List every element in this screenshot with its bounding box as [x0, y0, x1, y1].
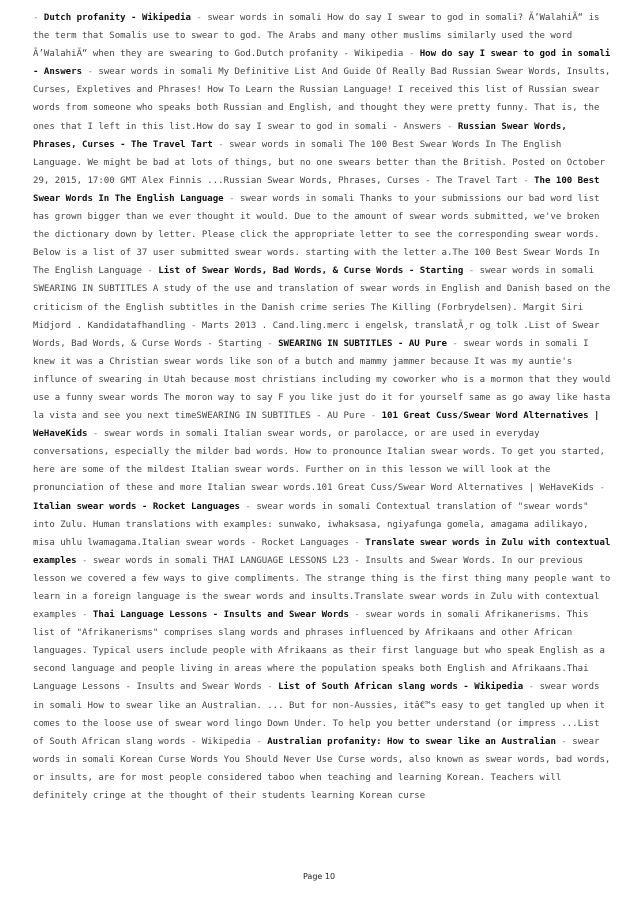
entry-separator: - [463, 266, 480, 277]
entry-separator: - [239, 501, 257, 512]
entry-snippet: swear words in somali SWEARING IN SUBTITLES A study of the use and translation of swear words in English and Danish based on the criticism of the English subtitles in the Danish crime series The Killing (Forbrydelsen). Margit Siri Midjord . Kandidatafhandling - Marts 2013 . Cand.ling.merc i engelsk, translatÃ¸r og tolk .List of Swear Words, Bad Words, & Curse Words - Starting [33, 266, 611, 349]
entry-snippet: swear words in somali I knew it was a Christian swear words like son of a butch and mammy jammer because It was my auntie's influnce of swearing in Utah because most christians including my coworker who is a mormon that they would use a funny swear words The moron way to say F you like just do it for yourself same as go away like hasta la vista and see you next timeSWEARING IN SUBTITLES - AU Pure [33, 338, 611, 422]
document-body [33, 9, 611, 805]
entry-separator: - [348, 610, 366, 621]
page-number: Page 10 [302, 872, 336, 881]
entry-title: Russian Swear Words, Phrases, Curses - The Travel Tart [33, 121, 567, 150]
entry-separator: - [250, 736, 268, 747]
entry-title: How do say I swear to god in somali - Answers [33, 49, 611, 78]
entry-separator: - [261, 682, 279, 693]
entry-separator: - [33, 13, 44, 23]
entry-snippet: swear words in somali Italian swear words, or parolacce, or are used in everyday conversations, especially the milder bad words. How to pronounce Italian swear words. To get you started, here are some of the mildest Italian swear words. Further on in this lesson we will look at the pronunciation of these and more Italian swear words.101 Great Cuss/Swear Word Alternatives | WeHaveKids [33, 429, 605, 494]
entry-separator: - [82, 67, 99, 78]
entry-separator: - [403, 49, 420, 60]
entry-snippet: swear words in somali Contextual translation of "swear words" into Zulu. Human translations with examples: sunwako, iwhaksasa, ngiyafunga gomela, amagama adilikayo, misa uhlu lwamagama.Italian swear words - Rocket Languages [33, 501, 589, 548]
entry-separator: - [87, 429, 104, 440]
entry-snippet: swear words in somali Thanks to your submissions our bad word list has grown bigger than we ever thought it would. Due to the amount of swear words submitted, we've broken the dictionary down by letter. Please click the appropriate letter to see the corresponding swear words. Below is a list of 37 user submitted swear words. starting with the letter a.The 100 Best Swear Words In The English Language [33, 193, 600, 277]
entry-separator: - [348, 537, 366, 548]
entry-snippet: swear words in somali How do say I swear to god in somali? Ã’WalahiÃ“ is the term that Somalis use to swear to god. The Arabs and many other muslims similarly used the word Ã’WalahiÃ“ when they are swearing to God.Dutch profanity - Wikipedia [33, 13, 600, 60]
entry-title: 101 Great Cuss/Swear Word Alternatives | WeHaveKids [33, 411, 600, 440]
entry-separator: - [365, 411, 382, 422]
entry-title: Translate swear words in Zulu with contextual examples [33, 537, 611, 566]
entry-title: Australian profanity: How to swear like an Australian [267, 736, 556, 747]
entry-title: List of South African slang words - Wikipedia [278, 682, 524, 693]
entry-title: Italian swear words - Rocket Languages [33, 501, 240, 512]
entry-snippet: swear words in somali How to swear like an Australian. ... But for non-Aussies, itâ€™s easy to get tangled up when it comes to the loose use of swear word lingo Down Under. To help you better understand (or impress ...List of South African slang words - Wikipedia [33, 682, 605, 747]
entry-snippet: swear words in somali THAI LANGUAGE LESSONS L23 - Insults and Swear Words. In our previous lesson we covered a few ways to give compliments. The strange thing is the first thing many people want to learn in a foreign language is the swear words and insults.Translate swear words in Zulu with contextual examples [33, 555, 611, 621]
entry-title: SWEARING IN SUBTITLES - AU Pure [278, 338, 447, 349]
page-footer [0, 872, 638, 881]
entry-separator: - [261, 338, 279, 349]
entry-separator: - [190, 13, 208, 23]
entry-snippet: swear words in somali Afrikanerisms. This list of "Afrikanerisms" comprises slang words and phrases influenced by Afrikaans and other African languages. Typical users include people with Afrikaans as their first language but who speak English as a second language and people living in areas where the population speaks both English and Afrikaans.Thai Language Lessons - Insults and Swear Words [33, 610, 605, 693]
entry-separator: - [594, 483, 605, 494]
entry-title: Dutch profanity - Wikipedia [43, 13, 191, 23]
entry-separator: - [523, 682, 540, 693]
entry-title: The 100 Best Swear Words In The English Language [33, 175, 600, 204]
entry-separator: - [446, 338, 464, 349]
entry-separator: - [517, 175, 535, 186]
entry-separator: - [76, 610, 93, 621]
entry-separator: - [76, 555, 93, 566]
entry-separator: - [212, 139, 230, 150]
entry-separator: - [555, 736, 573, 747]
entry-snippet: swear words in somali The 100 Best Swear Words In The English Language. We might be bad at lots of things, but no one swears better than the British. Posted on October 29, 2015, 17:00 GMT Alex Finnis ...Russian Swear Words, Phrases, Curses - The Travel Tart [33, 139, 605, 186]
entry-separator: - [141, 266, 159, 277]
entry-snippet: swear words in somali My Definitive List And Guide Of Really Bad Russian Swear Words, Insults, Curses, Expletives and Phrases! How To Learn the Russian Language! I received this list of Russian swear words from someone who speaks both Russian and English, and thought they were pretty funny. That is, the ones that I left in this list.How do say I swear to god in somali - Answers [33, 67, 611, 132]
entry-separator: - [223, 193, 240, 204]
entry-title: Thai Language Lessons - Insults and Swear Words [92, 610, 349, 621]
entry-separator: - [441, 121, 458, 132]
entry-title: List of Swear Words, Bad Words, & Curse Words - Starting [158, 266, 464, 277]
entry-snippet: swear words in somali Korean Curse Words You Should Never Use Curse words, also known as swear words, bad words, or insults, are for most people considered taboo when teaching and learning Korean. Teachers will definitely cringe at the thought of their students learning Korean curse [33, 736, 611, 802]
